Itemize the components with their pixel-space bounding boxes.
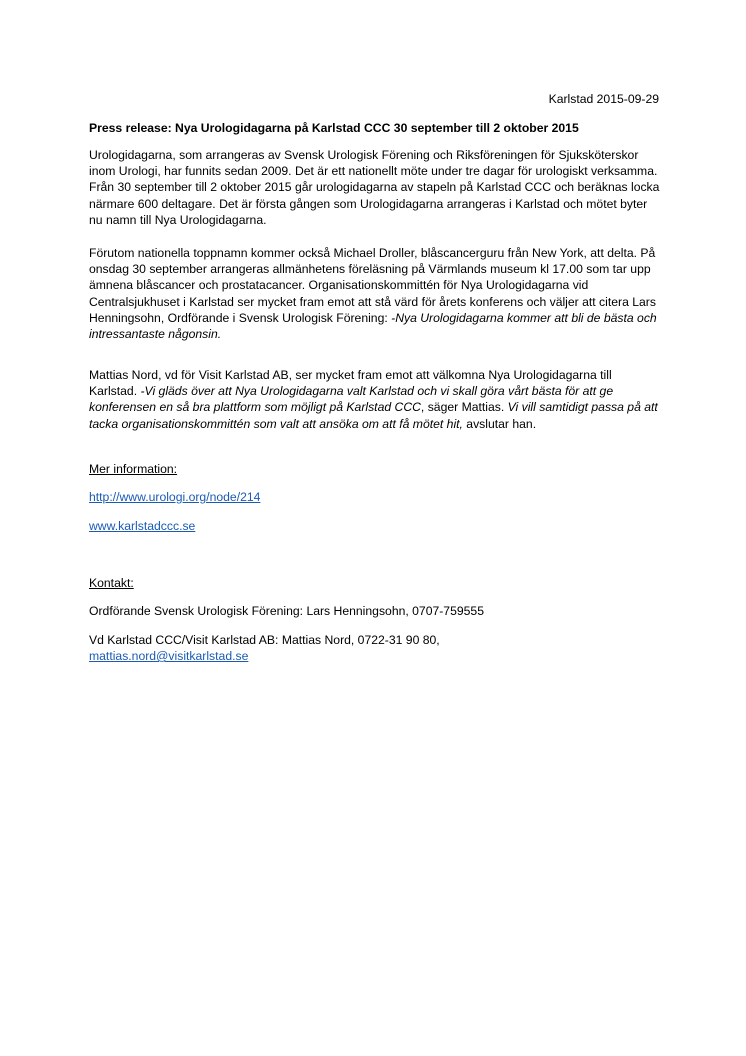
urologi-link[interactable]: http://www.urologi.org/node/214 xyxy=(89,490,261,504)
paragraph-program xyxy=(89,245,661,342)
paragraph-visit-end: avslutar han. xyxy=(462,416,537,431)
press-release-title: Press release: Nya Urologidagarna på Karlstad CCC 30 september till 2 oktober 2015 xyxy=(89,121,579,135)
contact-henningsohn: Ordförande Svensk Urologisk Förening: Lars Henningsohn, 0707-759555 xyxy=(89,604,484,618)
paragraph-program-text: Förutom nationella toppnamn kommer också Michael Droller, blåscancerguru från New York, att delta. På onsdag 30 september arrangeras allmänhetens föreläsning på Värmlands museum kl 17.00 som tar upp ämnena blåscancer och prostatacancer. Organisationskommittén för Nya Urologidagarna vid Centralsjukhuset i Karlstad ser mycket fram emot att stå värd för årets konferens och väljer att citera Lars Henningsohn, Ordförande i Svensk Urologisk Förening: xyxy=(89,246,656,325)
date-line: Karlstad 2015-09-29 xyxy=(548,92,659,106)
more-info-heading: Mer information: xyxy=(89,462,178,476)
karlstadccc-link[interactable]: www.karlstadccc.se xyxy=(89,519,196,533)
contact-nord: Vd Karlstad CCC/Visit Karlstad AB: Mattias Nord, 0722-31 90 80, xyxy=(89,633,440,647)
paragraph-intro: Urologidagarna, som arrangeras av Svensk Urologisk Förening och Riksföreningen för Sjuksköterskor inom Urologi, har funnits sedan 2009. Det är ett nationellt möte under tre dagar för urologiskt verksamma. Från 30 september till 2 oktober 2015 går urologidagarna av stapeln på Karlstad CCC och beräknas locka närmare 600 deltagare. Det är första gången som Urologidagarna arrangeras i Karlstad och mötet byter nu namn till Nya Urologidagarna. xyxy=(89,148,660,227)
paragraph-visit-karlstad xyxy=(89,367,661,432)
quote-nord-2: Vi vill samtidigt passa på att tacka organisationskommittén som valt att ansöka om att få mötet hit, xyxy=(89,400,658,431)
paragraph-visit-middle: , säger Mattias. xyxy=(420,400,508,415)
quote-henningsohn: -Nya Urologidagarna kommer att bli de bästa och intressantaste någonsin. xyxy=(89,310,657,342)
contact-email-link[interactable]: mattias.nord@visitkarlstad.se xyxy=(89,649,249,663)
contact-heading: Kontakt: xyxy=(89,576,134,590)
paragraph-visit-intro: Mattias Nord, vd för Visit Karlstad AB, ser mycket fram emot att välkomna Nya Urologidagarna till Karlstad. xyxy=(89,368,612,399)
quote-nord-1: -Vi gläds över att Nya Urologidagarna valt Karlstad och vi skall göra vårt bästa för att ge konferensen en så bra plattform som möjligt på Karlstad CCC xyxy=(89,384,614,415)
